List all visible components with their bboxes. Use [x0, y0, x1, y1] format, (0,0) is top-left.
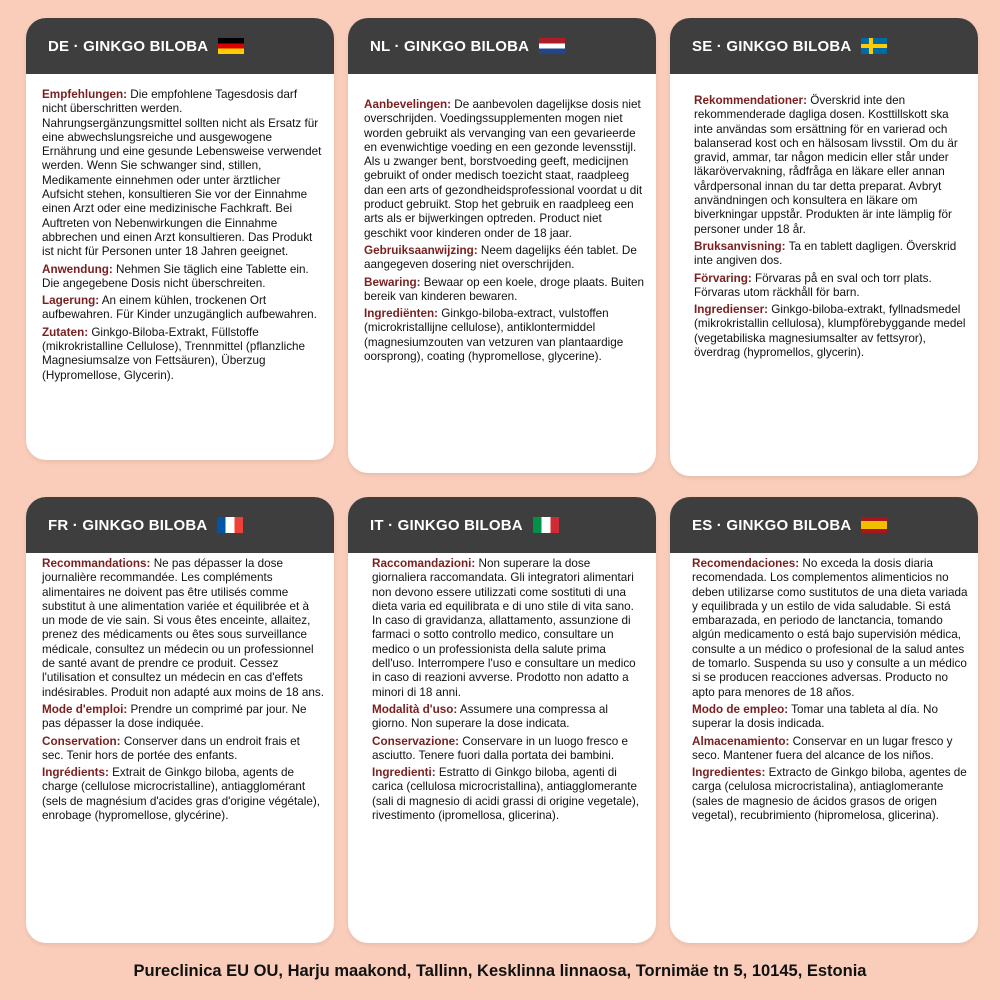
card-body: [670, 553, 978, 836]
section-usage: [692, 703, 968, 732]
section-text: Ginkgo-biloba-extract, vulstoffen (microkristallijne cellulose), antiklontermiddel (magnesiumzouten van vetzuren van plantaardige oorsprong), coating (hypromellose, glycerine).: [364, 307, 624, 364]
section-label: Anwendung:: [42, 262, 113, 276]
section-text: Bewaar op een koele, droge plaats. Buiten bereik van kinderen bewaren.: [364, 275, 645, 303]
section-text: De aanbevolen dagelijkse dosis niet overschrijden. Voedingssupplementen mogen niet worden gebruikt als vervanging van een gevarieerde en evenwichtige voeding en een gezonde levensstijl. Als u zwanger bent, borstvoeding geeft, medicijnen gebruikt of onder medisch toezicht staat, raadpleeg dan een arts of gezondheidsprofessional voordat u dit product gebruikt. Stop het gebruik en raadpleeg een arts als er bijwerkingen optreden. Product niet geschikt voor kinderen onder de 18 jaar.: [364, 98, 643, 240]
section-usage: [42, 263, 324, 292]
section-recommendations: [372, 557, 646, 700]
section-label: Conservation:: [42, 734, 121, 748]
card-title: ES · GINKGO BILOBA: [692, 516, 852, 534]
section-text: Ne pas dépasser la dose journalière recommandée. Les compléments alimentaires ne doivent pas être utilisés comme substitut à une alimentation variée et équilibrée et à un mode de vie sain. Si vous êtes enceinte, allaitez, prenez des médicaments ou êtes sous surveillance médicale, consultez un médecin ou un professionnel de santé avant de prendre ce produit. Cessez l'utilisation et consultez un médecin en cas d'effets indésirables. Produit non adapté aux moins de 18 ans.: [42, 557, 324, 699]
section-text: Överskrid inte den rekommenderade dagliga dosen. Kosttillskott ska inte användas som ersättning för en varierad och balanserad kost och en hälsosam livsstil. Om du är gravid, ammar, tar någon medicin eller står under läkarövervakning, rådfråga en läkare eller annan vårdpersonal innan du tar detta preparat. Avbryt användningen och konsultera en läkare om biverkningar uppstår. Produkten är inte lämplig för personer under 18 år.: [694, 94, 958, 236]
section-label: Ingrédients:: [42, 766, 109, 780]
card-title: IT · GINKGO BILOBA: [370, 516, 523, 534]
section-label: Aanbevelingen:: [364, 98, 452, 111]
section-label: Gebruiksaanwijzing:: [364, 243, 478, 257]
section-label: Modalità d'uso:: [372, 702, 458, 716]
section-label: Ingredienser:: [694, 303, 769, 317]
section-recommendations: [364, 98, 646, 241]
card-body: [26, 553, 334, 836]
section-storage: [364, 276, 646, 305]
card-es: [670, 497, 978, 943]
card-de: [26, 18, 334, 460]
card-title: NL · GINKGO BILOBA: [370, 37, 530, 55]
card-se: [670, 18, 978, 476]
section-text: Estratto di Ginkgo biloba, agenti di carica (cellulosa microcristallina), antiagglomerante (sali di magnesio di acidi grassi di origine vegetale), rivestimento (ipromellosa, glicerina).: [372, 766, 639, 823]
card-title: SE · GINKGO BILOBA: [692, 37, 852, 55]
section-label: Bewaring:: [364, 275, 421, 289]
card-header: [670, 18, 978, 74]
card-header: [348, 497, 656, 553]
card-body: [348, 74, 656, 377]
company-address-footer: Pureclinica EU OU, Harju maakond, Tallinn, Kesklinna linnaosa, Tornimäe tn 5, 10145, Estonia: [133, 962, 867, 980]
section-text: Förvaras på en sval och torr plats. Förvaras utom räckhåll för barn.: [694, 271, 932, 299]
germany-flag-icon: [218, 38, 244, 54]
section-label: Lagerung:: [42, 294, 100, 308]
section-text: Extracto de Ginkgo biloba, agentes de carga (celulosa microcristalina), antiaglomerante (sales de magnesio de ácidos grasos de origen vegetal), recubrimiento (hipromelosa, glicerina).: [692, 766, 967, 823]
section-text: Nehmen Sie täglich eine Tablette ein. Die angegebene Dosis nicht überschreiten.: [42, 262, 309, 290]
section-recommendations: [694, 94, 968, 237]
section-recommendations: [692, 557, 968, 700]
section-label: Recomendaciones:: [692, 557, 800, 570]
card-body: [670, 74, 978, 373]
card-header: [26, 18, 334, 74]
section-recommendations: [42, 557, 324, 700]
section-text: Ginkgo-biloba-extrakt, fyllnadsmedel (mikrokristallin cellulosa), klumpförebyggande medel (vegetabiliska magnesiumsalter av fettsyror), överdrag (hypromellos, glycerin).: [694, 303, 966, 360]
section-label: Ingredientes:: [692, 766, 766, 780]
section-label: Modo de empleo:: [692, 702, 789, 716]
section-recommendations: [42, 88, 324, 260]
section-text: Conservare in un luogo fresco e asciutto. Tenere fuori dalla portata dei bambini.: [372, 734, 628, 762]
section-label: Conservazione:: [372, 734, 460, 748]
card-body: [26, 74, 334, 396]
section-storage: [42, 294, 324, 323]
section-text: Extrait de Ginkgo biloba, agents de charge (cellulose microcristalline), antiagglomérant (sels de magnésium d'acides gras d'origine végétale), enrobage (hypromellose, glycérine).: [42, 766, 320, 823]
sweden-flag-icon: [861, 38, 887, 54]
section-label: Bruksanvisning:: [694, 239, 786, 253]
section-text: Conservar en un lugar fresco y seco. Mantener fuera del alcance de los niños.: [692, 734, 953, 762]
section-storage: [692, 735, 968, 764]
netherlands-flag-icon: [539, 38, 565, 54]
section-text: Tomar una tableta al día. No superar la dosis indicada.: [692, 702, 938, 731]
section-storage: [42, 735, 324, 764]
section-ingredients: [372, 766, 646, 823]
section-label: Recommandations:: [42, 557, 151, 570]
section-text: Ta en tablett dagligen. Överskrid inte angiven dos.: [694, 239, 957, 268]
card-body: [348, 553, 656, 836]
card-header: [26, 497, 334, 553]
section-label: Ingredienti:: [372, 766, 436, 780]
section-label: Almacenamiento:: [692, 734, 790, 748]
spain-flag-icon: [861, 517, 887, 533]
section-label: Zutaten:: [42, 325, 89, 339]
card-header: [348, 18, 656, 74]
section-storage: [694, 272, 968, 301]
section-ingredients: [694, 303, 968, 360]
section-label: Empfehlungen:: [42, 88, 128, 101]
section-label: Mode d'emploi:: [42, 702, 128, 716]
section-usage: [694, 240, 968, 269]
france-flag-icon: [217, 517, 243, 533]
section-label: Förvaring:: [694, 271, 752, 285]
section-text: Prendre un comprimé par jour. Ne pas dépasser la dose indiquée.: [42, 702, 307, 731]
section-text: Neem dagelijks één tablet. De aangegeven dosering niet overschrijden.: [364, 243, 637, 272]
section-ingredients: [364, 307, 646, 364]
card-fr: [26, 497, 334, 943]
section-usage: [372, 703, 646, 732]
section-label: Ingrediënten:: [364, 307, 439, 321]
section-text: Non superare la dose giornaliera raccomandata. Gli integratori alimentari non devono essere utilizzati come sostituti di una dieta varia ed equilibrata e di uno stile di vita sano. In caso di gravidanza, allattamento, assunzione di farmaci o sotto controllo medico, consultare un medico o un professionista della salute prima dell'uso. Interrompere l'uso e consultare un medico in caso di reazioni avverse. Prodotto non adatto a minori di 18 anni.: [372, 557, 636, 699]
italy-flag-icon: [533, 517, 559, 533]
card-it: [348, 497, 656, 943]
section-ingredients: [42, 326, 324, 383]
card-title: FR · GINKGO BILOBA: [48, 516, 208, 534]
card-title: DE · GINKGO BILOBA: [48, 37, 209, 55]
section-text: An einem kühlen, trockenen Ort aufbewahren. Für Kinder unzugänglich aufbewahren.: [42, 294, 317, 322]
section-text: Ginkgo-Biloba-Extrakt, Füllstoffe (mikrokristalline Cellulose), Trennmittel (pflanzliche Magnesiumsalze von Fettsäuren), Überzug (Hypromellose, Glycerin).: [42, 325, 306, 382]
card-header: [670, 497, 978, 553]
section-text: No exceda la dosis diaria recomendada. Los complementos alimenticios no deben utilizarse como sustitutos de una dieta variada y equilibrada y un estilo de vida saludable. Si está embarazada, en periodo de lanctancia, tomando algún medicamento o está bajo supervisión médica, consulte a un médico o profesional de la salud antes de tomarlo. Suspenda su uso y consulte a un médico si se producen reacciones adversas. Producto no apto para menores de 18 años.: [692, 557, 968, 699]
section-text: Assumere una compressa al giorno. Non superare la dose indicata.: [372, 702, 608, 731]
card-nl: [348, 18, 656, 473]
section-ingredients: [692, 766, 968, 823]
section-ingredients: [42, 766, 324, 823]
section-label: Raccomandazioni:: [372, 557, 476, 570]
section-usage: [42, 703, 324, 732]
section-text: Conserver dans un endroit frais et sec. Tenir hors de portée des enfants.: [42, 734, 300, 762]
section-storage: [372, 735, 646, 764]
section-text: Die empfohlene Tagesdosis darf nicht überschritten werden. Nahrungsergänzungsmittel sollten nicht als Ersatz für eine abwechslungsreiche und ausgewogene Ernährung und eine gesunde Lebensweise verwendet werden. Wenn Sie schwanger sind, stillen, Medikamente einnehmen oder unter ärztlicher Aufsicht stehen, konsultieren Sie vor der Einnahme einen Arzt oder eine medizinische Fachkraft. Bei Auftreten von Nebenwirkungen die Einnahme abbrechen und einen Arzt konsultieren. Das Produkt ist nicht für Personen unter 18 Jahren geeignet.: [42, 88, 322, 259]
section-label: Rekommendationer:: [694, 94, 808, 107]
section-usage: [364, 244, 646, 273]
